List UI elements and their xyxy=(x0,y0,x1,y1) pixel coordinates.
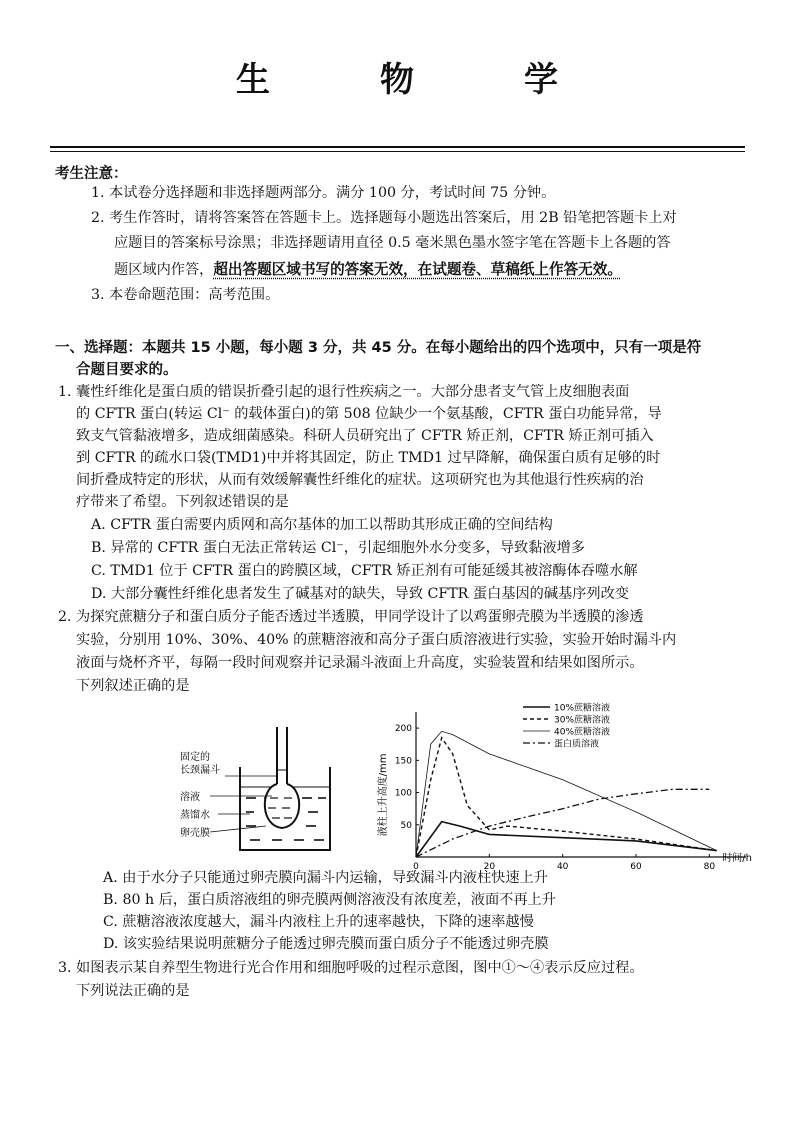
x-tick-label: 0 xyxy=(413,862,419,870)
q3-line: 3. 如图表示某自养型生物进行光合作用和细胞呼吸的过程示意图，图中①～④表示反应过程。 xyxy=(58,960,644,976)
q1-option-c: C. TMD1 位于 CFTR 蛋白的跨膜区域，CFTR 矫正剂有可能延缓其被溶酶体吞噬水解 xyxy=(91,563,638,579)
q2-option-d: D. 该实验结果说明蔗糖分子能透过卵壳膜而蛋白质分子不能透过卵壳膜 xyxy=(103,936,549,952)
q1-line: 疗带来了希望。下列叙述错误的是 xyxy=(76,494,289,510)
q2-line: 下列叙述正确的是 xyxy=(76,678,190,694)
series-line xyxy=(416,738,717,857)
q2-line: 液面与烧杯齐平，每隔一段时间观察并记录漏斗液面上升高度，实验装置和结果如图所示。 xyxy=(76,655,644,671)
label-membrane: 卵壳膜 xyxy=(180,828,210,839)
x-axis-label: 时间/h xyxy=(722,853,752,864)
legend-entry: 30%蔗糖溶液 xyxy=(554,715,611,726)
q1-option-b: B. 异常的 CFTR 蛋白无法正常转运 Cl⁻，引起细胞外水分变多，导致黏液增多 xyxy=(91,540,585,556)
osmosis-line-chart xyxy=(370,695,755,870)
chart-legend xyxy=(523,702,610,750)
label-water: 蒸馏水 xyxy=(180,810,210,821)
q1-option-d: D. 大部分囊性纤维化患者发生了碱基对的缺失，导致 CFTR 蛋白基因的碱基序列改变 xyxy=(91,586,629,602)
q2-option-a: A. 由于水分子只能通过卵壳膜向漏斗内运输，导致漏斗内液柱快速上升 xyxy=(103,870,548,886)
notice-warning: 超出答题区域书写的答案无效，在试题卷、草稿纸上作答无效。 xyxy=(213,261,622,278)
y-tick-label: 200 xyxy=(394,724,412,735)
notice-item-2-end xyxy=(114,259,622,281)
label-funnel: 长颈漏斗 xyxy=(180,765,220,776)
y-tick-label: 50 xyxy=(400,820,412,831)
x-tick-label: 60 xyxy=(630,862,642,870)
q1-line: 间折叠成特定的形状，从而有效缓解囊性纤维化的症状。这项研究也为其他退行性疾病的治 xyxy=(76,472,644,488)
label-solution: 溶液 xyxy=(180,792,200,803)
notice-item-3: 3. 本卷命题范围：高考范围。 xyxy=(91,287,280,303)
legend-entry: 蛋白质溶液 xyxy=(554,739,600,750)
q3-line: 下列说法正确的是 xyxy=(76,983,190,999)
x-tick-label: 20 xyxy=(483,862,496,870)
notice-heading: 考生注意： xyxy=(55,166,128,182)
y-tick-label: 150 xyxy=(394,756,412,767)
q1-line: 的 CFTR 蛋白(转运 Cl⁻ 的载体蛋白)的第 508 位缺少一个氨基酸，CFTR 蛋白功能异常，导 xyxy=(76,406,662,422)
q1-line: 1. 囊性纤维化是蛋白质的错误折叠引起的退行性疾病之一。大部分患者支气管上皮细胞表面 xyxy=(58,384,630,400)
notice-item-1: 1. 本试卷分选择题和非选择题两部分。满分 100 分，考试时间 75 分钟。 xyxy=(91,185,556,201)
y-axis-label: 液柱上升高度/mm xyxy=(378,753,389,837)
q1-option-a: A. CFTR 蛋白需要内质网和高尔基体的加工以帮助其形成正确的空间结构 xyxy=(91,517,553,533)
q2-line: 2. 为探究蔗糖分子和蛋白质分子能否透过半透膜，甲同学设计了以鸡蛋卵壳膜为半透膜的渗透 xyxy=(58,609,644,625)
osmosis-apparatus-diagram xyxy=(180,722,350,867)
exam-title: 生 物 学 xyxy=(236,60,596,100)
q1-line: 到 CFTR 的疏水口袋(TMD1)中并将其固定，防止 TMD1 过早降解，确保蛋白质有足够的时 xyxy=(76,450,661,466)
x-tick-label: 80 xyxy=(703,862,716,870)
notice-item-2: 2. 考生作答时，请将答案答在答题卡上。选择题每小题选出答案后，用 2B 铅笔把答题卡上对 xyxy=(91,210,677,226)
y-tick-label: 100 xyxy=(394,788,412,799)
title-rule xyxy=(50,146,745,148)
q2-option-c: C. 蔗糖溶液浓度越大，漏斗内液柱上升的速率越快，下降的速率越慢 xyxy=(103,914,534,930)
section-heading-cont: 合题目要求的。 xyxy=(76,362,178,378)
q1-line: 致支气管黏液增多，造成细菌感染。科研人员研究出了 CFTR 矫正剂，CFTR 矫正剂可插入 xyxy=(76,428,654,444)
chart-lines xyxy=(416,731,717,857)
series-line xyxy=(416,789,709,857)
x-tick-label: 40 xyxy=(556,862,569,870)
series-line xyxy=(416,822,717,857)
notice-item-2-end-text: 题区域内作答， xyxy=(114,262,214,278)
section-heading: 一、选择题：本题共 15 小题，每小题 3 分，共 45 分。在每小题给出的四个选项中，只有一项是符 xyxy=(55,340,702,356)
title-rule-thin xyxy=(50,151,745,152)
label-fixed: 固定的 xyxy=(180,752,210,763)
legend-entry: 10%蔗糖溶液 xyxy=(554,703,611,714)
q2-option-b: B. 80 h 后，蛋白质溶液组的卵壳膜两侧溶液没有浓度差，液面不再上升 xyxy=(103,892,556,908)
q2-line: 实验，分别用 10%、30%、40% 的蔗糖溶液和高分子蛋白质溶液进行实验，实验开始时漏斗内 xyxy=(76,632,677,648)
notice-item-2-cont: 应题目的答案标号涂黑；非选择题请用直径 0.5 毫米黑色墨水签字笔在答题卡上各题的答 xyxy=(114,235,671,251)
legend-entry: 40%蔗糖溶液 xyxy=(554,727,611,738)
